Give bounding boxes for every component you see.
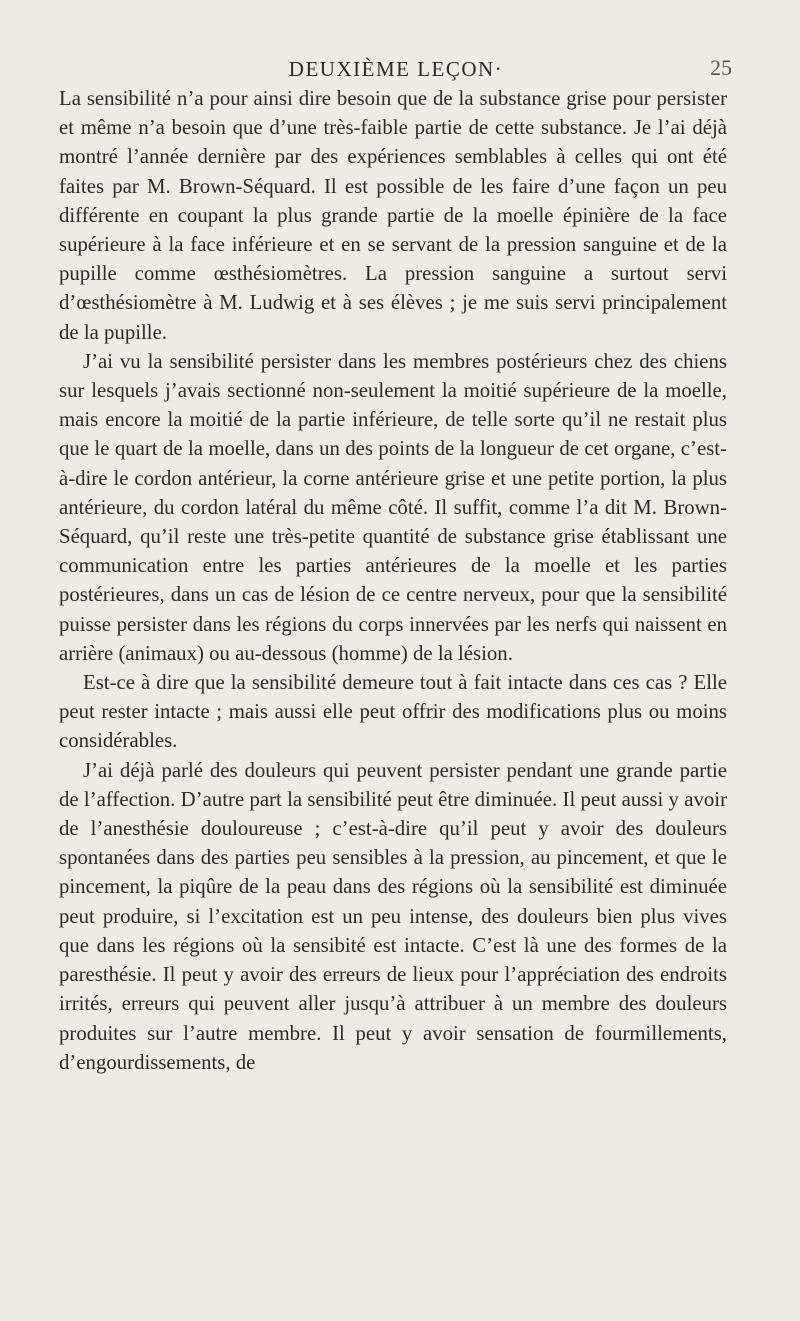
paragraph-1: La sensibilité n’a pour ainsi dire besoin que de la substance grise pour persister et même n’a besoin que d’une très-faible partie de cette substance. Je l’ai déjà montré l’année dernière par des expériences semblables à celles qui ont été faites par M. Brown-Séquard. Il est possible de les faire d’une façon un peu différente en coupant la plus grande partie de la moelle épinière de la face supérieure à la face inférieure et en se servant de la pression sanguine et de la pupille comme œsthésiomètres. La pression sanguine a surtout servi d’œsthésiomètre à M. Ludwig et à ses élèves ; je me suis servi principalement de la pupille. <box>59 87 727 344</box>
paragraph-4: J’ai déjà parlé des douleurs qui peuvent persister pendant une grande partie de l’affection. D’autre part la sensibilité peut être diminuée. Il peut aussi y avoir de l’anesthésie douloureuse ; c’est-à-dire qu’il peut y avoir des douleurs spontanées dans des parties peu sensibles à la pression, au pincement, et que le pincement, la piqûre de la peau dans des régions où la sensibilité est diminuée peut produire, si l’excitation est un peu intense, des douleurs bien plus vives que dans les régions où la sensibité est intacte. C’est là une des formes de la paresthésie. Il peut y avoir des erreurs de lieux pour l’appréciation des endroits irrités, erreurs qui peuvent aller jusqu’à attribuer à un membre des douleurs produites sur l’autre membre. Il peut y avoir sensation de fourmillements, d’engourdissements, de <box>59 758 727 1074</box>
page-number: 25 <box>710 55 732 80</box>
body-text <box>59 84 727 1077</box>
paragraph-3: Est-ce à dire que la sensibilité demeure tout à fait intacte dans ces cas ? Elle peut rester intacte ; mais aussi elle peut offrir des modifications plus ou moins considérables. <box>59 671 727 753</box>
paragraph-2: J’ai vu la sensibilité persister dans les membres postérieurs chez des chiens sur lesquels j’avais sectionné non-seulement la moitié supérieure de la moelle, mais encore la moitié de la partie inférieure, de telle sorte qu’il ne restait plus que le quart de la moelle, dans un des points de la longueur de cet organe, c’est-à-dire le cordon antérieur, la corne antérieure grise et une petite portion, la plus antérieure, du cordon latéral du même côté. Il suffit, comme l’a dit M. Brown-Séquard, qu’il reste une très-petite quantité de substance grise établissant une communication entre les parties antérieures de la moelle et les parties postérieures, dans un cas de lésion de ce centre nerveux, pour que la sensibilité puisse persister dans les régions du corps innervées par les nerfs qui naissent en arrière (animaux) ou au-dessous (homme) de la lésion. <box>59 349 727 665</box>
running-title: DEUXIÈME LEÇON· <box>288 57 504 81</box>
